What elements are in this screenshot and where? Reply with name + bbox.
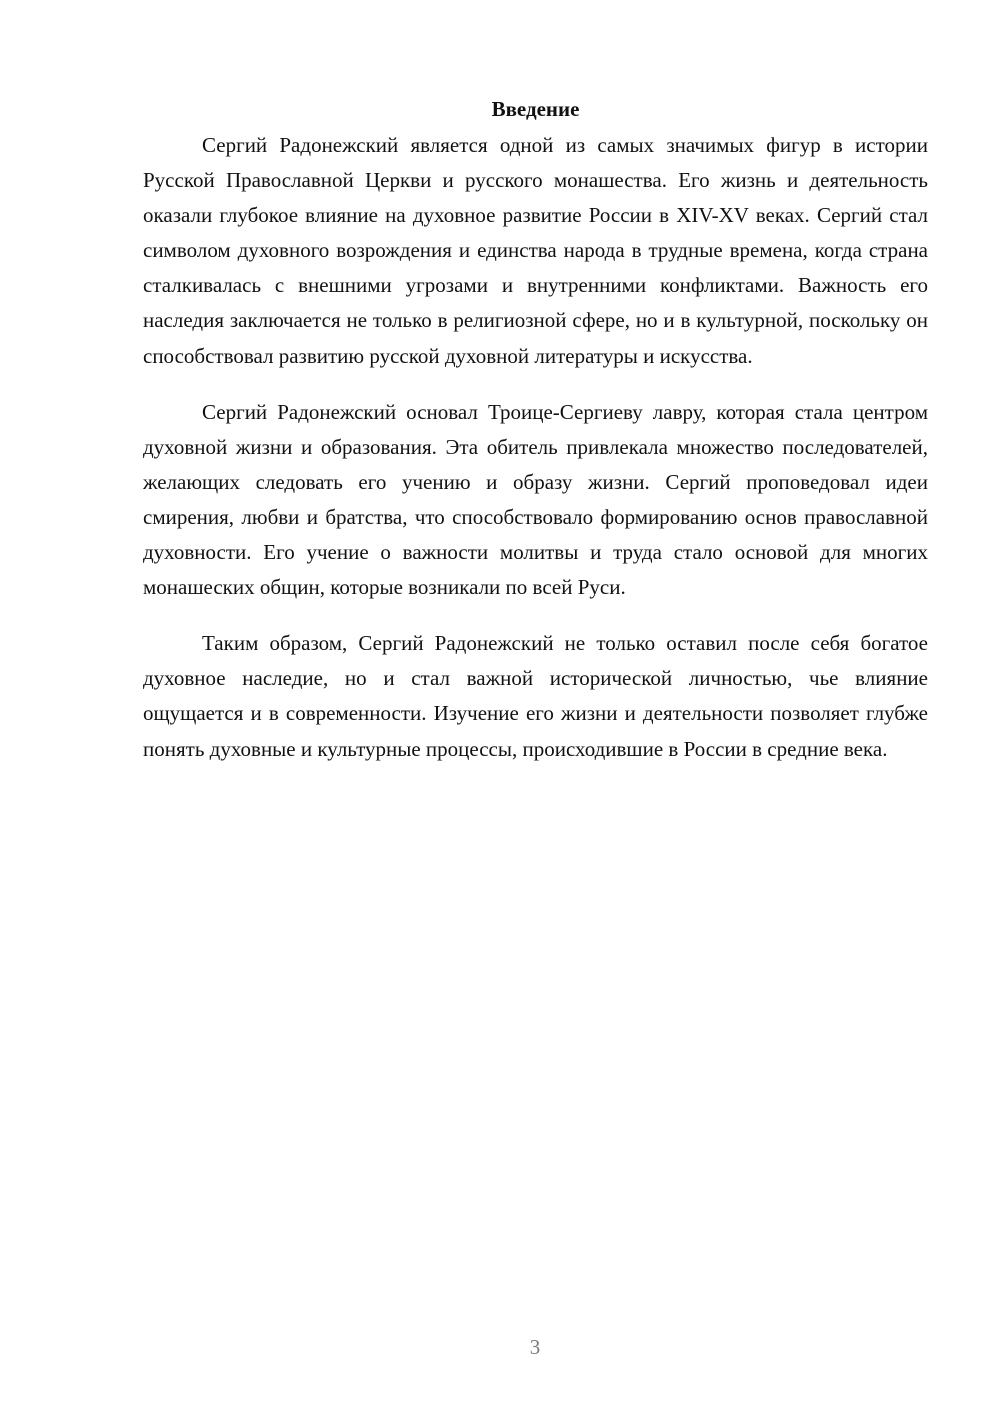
page-content — [143, 92, 928, 767]
paragraph-1: Сергий Радонежский является одной из самых значимых фигур в истории Русской Православной Церкви и русского монашества. Его жизнь и деятельность оказали глубокое влияние на духовное развитие России в XIV-XV веках. Сергий стал символом духовного возрождения и единства народа в трудные времена, когда страна сталкивалась с внешними угрозами и внутренними конфликтами. Важность его наследия заключается не только в религиозной сфере, но и в культурной, поскольку он способствовал развитию русской духовной литературы и искусства. — [143, 133, 928, 368]
paragraph-2: Сергий Радонежский основал Троице-Сергиеву лавру, которая стала центром духовной жизни и образования. Эта обитель привлекала множество последователей, желающих следовать его учению и образу жизни. Сергий проповедовал идеи смирения, любви и братства, что способствовало формированию основ православной духовности. Его учение о важности молитвы и труда стало основой для многих монашеских общин, которые возникали по всей Руси. — [143, 399, 928, 600]
page-number: 3 — [529, 1335, 541, 1359]
section-title: Введение — [491, 97, 580, 121]
paragraph-3: Таким образом, Сергий Радонежский не только оставил после себя богатое духовное наследие, но и стал важной исторической личностью, чье влияние ощущается и в современности. Изучение его жизни и деятельности позволяет глубже понять духовные и культурные процессы, происходившие в России в средние века. — [143, 631, 928, 761]
